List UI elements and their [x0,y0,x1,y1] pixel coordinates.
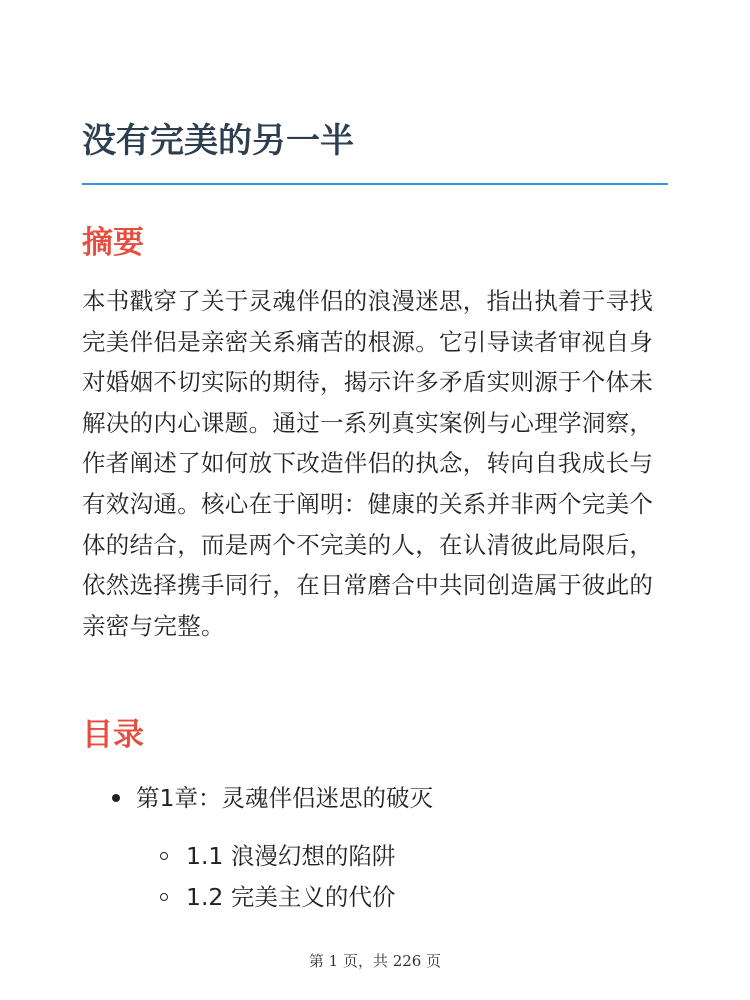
toc-section-1-2[interactable] [160,880,395,914]
title-divider [82,183,668,185]
toc-heading: 目录 [82,717,144,753]
abstract-heading: 摘要 [82,225,144,261]
bullet-circle-icon [160,893,168,901]
abstract-body: 本书戳穿了关于灵魂伴侣的浪漫迷思，指出执着于寻找完美伴侣是亲密关系痛苦的根源。它引导读者审视自身对婚姻不切实际的期待，揭示许多矛盾实则源于个体未解决的内心课题。通过一系列真实案例与心理学洞察，作者阐述了如何放下改造伴侣的执念，转向自我成长与有效沟通。核心在于阐明：健康的关系并非两个完美个体的结合，而是两个不完美的人，在认清彼此局限后，依然选择携手同行，在日常磨合中共同创造属于彼此的亲密与完整。 [82,287,654,640]
toc-section-1-1-label: 1.1 浪漫幻想的陷阱 [186,842,396,870]
bullet-circle-icon [160,852,168,860]
toc-section-1-1[interactable] [160,839,395,873]
page-number-footer: 第 1 页，共 226 页 [308,952,442,970]
toc-chapter-1-label: 第1章：灵魂伴侣迷思的破灭 [136,784,433,812]
document-title: 没有完美的另一半 [82,121,354,161]
toc-section-1-2-label: 1.2 完美主义的代价 [186,883,396,911]
bullet-disc-icon [112,794,120,802]
toc-chapter-1[interactable] [112,781,433,815]
